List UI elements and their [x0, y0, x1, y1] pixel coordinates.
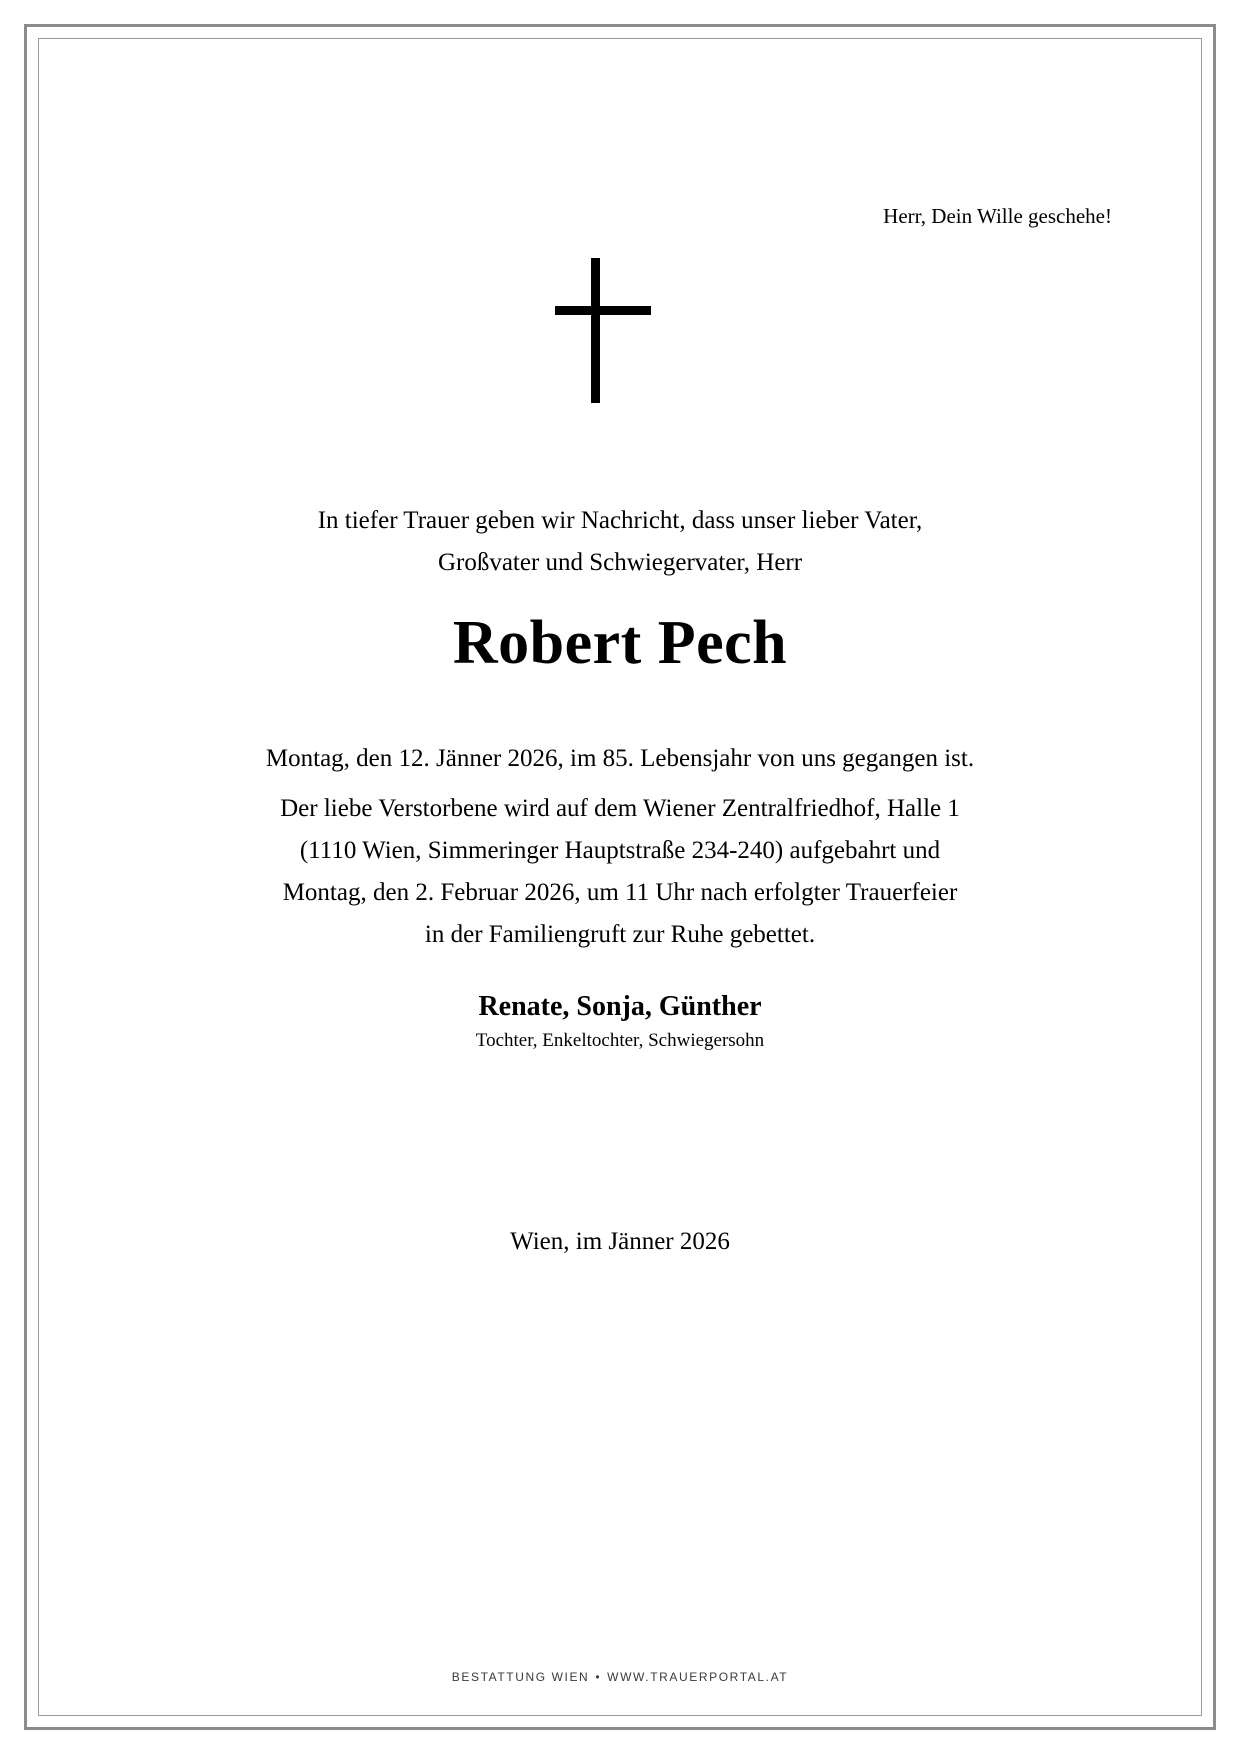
burial-line-1: Der liebe Verstorbene wird auf dem Wiener Zentralfriedhof, Halle 1 [280, 795, 960, 822]
burial-line-2: (1110 Wien, Simmeringer Hauptstraße 234-240) aufgebahrt und [299, 837, 941, 864]
deceased-name: Robert Pech [452, 609, 788, 677]
footer-website: WWW.TRAUERPORTAL.AT [607, 1670, 789, 1684]
burial-line-3: Montag, den 2. Februar 2026, um 11 Uhr nach erfolgter Trauerfeier [282, 879, 958, 906]
cross-symbol-container [38, 228, 1202, 418]
death-date-line: Montag, den 12. Jänner 2026, im 85. Lebensjahr von uns gegangen ist. [265, 745, 975, 772]
burial-details [38, 788, 1202, 956]
cross-vertical-bar [591, 258, 600, 403]
intro-line-2: Großvater und Schwiegervater, Herr [437, 549, 803, 576]
survivors-roles: Tochter, Enkeltochter, Schwiegersohn [475, 1029, 765, 1051]
footer-credit [38, 1670, 1202, 1684]
survivors-block [38, 988, 1202, 1054]
survivors-names: Renate, Sonja, Günther [478, 991, 762, 1022]
footer-separator: • [595, 1670, 602, 1684]
announcement-intro [38, 500, 1202, 584]
intro-line-1: In tiefer Trauer geben wir Nachricht, dass unser lieber Vater, [317, 507, 923, 534]
cross-horizontal-bar [555, 306, 651, 315]
religious-motto: Herr, Dein Wille geschehe! [883, 204, 1112, 228]
footer-organization: BESTATTUNG WIEN [451, 1670, 590, 1684]
notice-content [38, 38, 1202, 1716]
christian-cross-icon [555, 258, 651, 403]
closing-place-date: Wien, im Jänner 2026 [510, 1228, 730, 1255]
burial-line-4: in der Familiengruft zur Ruhe gebettet. [424, 921, 816, 948]
